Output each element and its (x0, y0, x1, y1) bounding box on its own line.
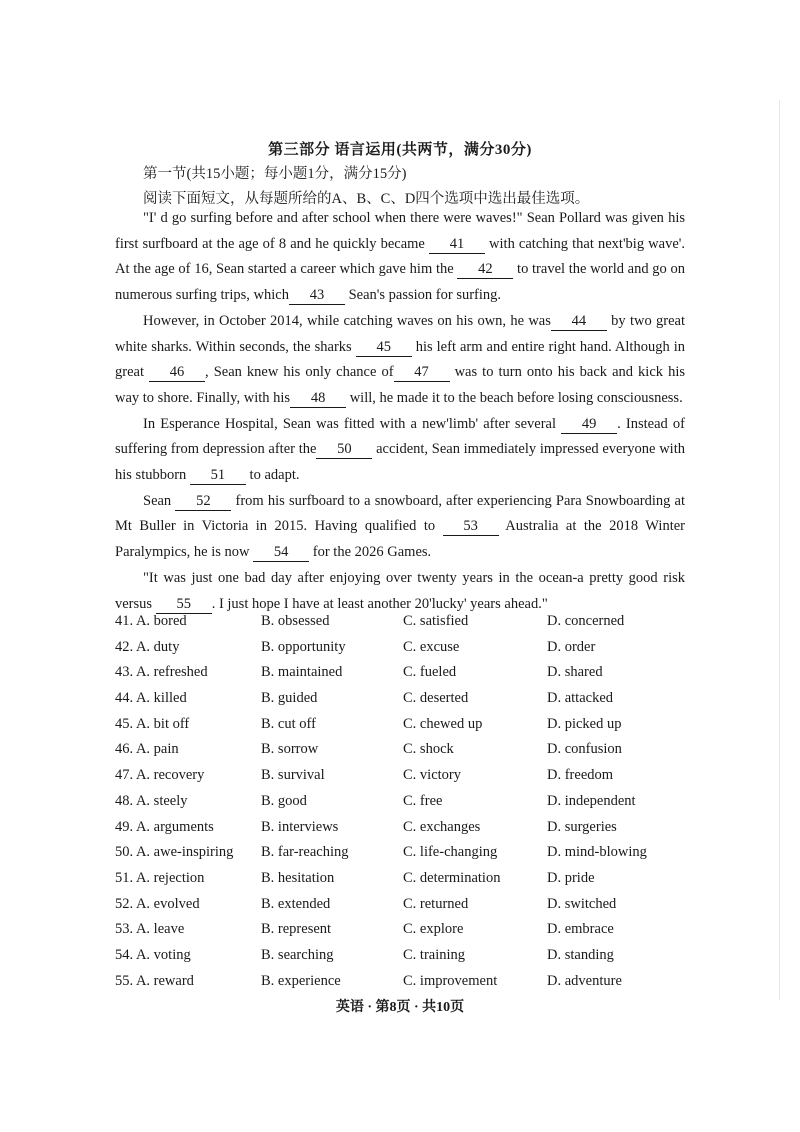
passage-text: by two great white sharks. Within seconds, the sharks (115, 312, 685, 355)
option-d: D. switched (547, 895, 617, 912)
option-a: 51. A. rejection (115, 869, 205, 886)
passage-text: Sean's passion for surfing. (344, 287, 502, 304)
passage-text: his left arm and entire right hand. Although in great (115, 338, 685, 381)
blank-51: 51 (190, 466, 246, 485)
option-b: B. sorrow (261, 741, 319, 758)
option-row (115, 840, 695, 866)
blank-42: 42 (457, 260, 513, 279)
option-b: B. cut off (261, 715, 316, 732)
option-c: C. exchanges (403, 818, 481, 835)
option-d: D. mind-blowing (547, 844, 647, 861)
option-d: D. pride (547, 869, 595, 886)
passage-text: , Sean knew his only chance of (205, 364, 394, 381)
option-c: C. chewed up (403, 715, 483, 732)
option-d: D. order (547, 638, 596, 655)
option-c: C. training (403, 946, 466, 963)
option-d: D. shared (547, 664, 603, 681)
blank-55: 55 (156, 595, 212, 614)
option-row (115, 969, 695, 995)
passage-text: from his surfboard to a snowboard, after experiencing Para Snowboarding at Mt Buller in Victoria in 2015. Having qualified to (115, 492, 686, 535)
option-b: B. searching (261, 946, 334, 963)
blank-52: 52 (175, 492, 231, 511)
option-c: C. improvement (403, 972, 498, 989)
option-c: C. explore (403, 921, 464, 938)
passage-text: for the 2026 Games. (309, 544, 432, 561)
instruction-text: 阅读下面短文，从每题所给的A、B、C、D四个选项中选出最佳选项。 (143, 191, 590, 207)
passage-paragraph-4 (115, 489, 685, 566)
option-row (115, 917, 695, 943)
passage-text: will, he made it to the beach before losing consciousness. (346, 389, 683, 406)
option-row (115, 686, 695, 712)
option-d: D. standing (547, 946, 614, 963)
passage-text: In Esperance Hospital, Sean was fitted with a new'limb' after several (143, 415, 562, 432)
option-b: B. opportunity (261, 638, 346, 655)
option-b: B. represent (261, 921, 332, 938)
blank-45: 45 (356, 338, 412, 357)
passage-text: "I' d go surfing before and after school when there were waves!" Sean Pollard was given his first surfboard at the age of 8 and he quickly became (115, 210, 685, 252)
option-c: C. victory (403, 767, 461, 784)
blank-49: 49 (561, 415, 617, 434)
option-b: B. maintained (261, 664, 343, 681)
passage-text: with catching that next'big wave'. At the age of 16, Sean started a career which gave him the (115, 235, 686, 278)
passage-text: . Instead of suffering from depression after the (115, 415, 686, 458)
option-c: C. returned (403, 895, 469, 912)
passage-text: However, in October 2014, while catching waves on his own, he was (143, 312, 551, 329)
blank-50: 50 (316, 440, 372, 459)
option-row (115, 609, 695, 635)
option-b: B. guided (261, 690, 318, 707)
page-footer: 英语 · 第8页 · 共10页 (335, 1000, 465, 1015)
cloze-passage (115, 206, 685, 617)
passage-text: Australia at the 2018 Winter Paralympics, he is now (115, 518, 685, 561)
passage-paragraph-2 (115, 309, 685, 412)
option-c: C. deserted (403, 690, 469, 707)
option-c: C. shock (403, 741, 454, 758)
blank-44: 44 (551, 312, 607, 331)
option-a: 47. A. recovery (115, 767, 205, 784)
option-d: D. picked up (547, 715, 622, 732)
option-a: 41. A. bored (115, 613, 187, 629)
option-d: D. adventure (547, 972, 622, 989)
passage-text: to adapt. (245, 467, 300, 484)
option-a: 46. A. pain (115, 741, 179, 758)
option-a: 42. A. duty (115, 638, 180, 655)
option-b: B. good (261, 792, 307, 809)
option-d: D. surgeries (547, 818, 617, 835)
option-row (115, 737, 695, 763)
option-b: B. survival (261, 767, 325, 784)
blank-53: 53 (443, 517, 499, 536)
option-a: 43. A. refreshed (115, 664, 208, 681)
option-row (115, 635, 695, 661)
option-c: C. life-changing (403, 844, 498, 861)
option-row (115, 866, 695, 892)
option-b: B. far-reaching (261, 844, 349, 861)
option-d: D. embrace (547, 921, 614, 938)
passage-text: accident, Sean immediately impressed everyone with his stubborn (115, 441, 685, 484)
option-b: B. hesitation (261, 869, 335, 886)
option-row (115, 660, 695, 686)
option-a: 54. A. voting (115, 946, 191, 963)
section-heading: 第一节(共15小题；每小题1分，满分15分) (143, 166, 407, 182)
blank-48: 48 (290, 389, 346, 408)
option-c: C. excuse (403, 638, 460, 655)
option-a: 52. A. evolved (115, 895, 200, 912)
option-a: 53. A. leave (115, 921, 185, 938)
passage-text: Sean (143, 492, 176, 509)
option-row (115, 892, 695, 918)
option-row (115, 763, 695, 789)
option-c: C. free (403, 792, 443, 809)
passage-text: to travel the world and go on numerous surfing trips, which (115, 261, 686, 304)
option-b: B. extended (261, 895, 331, 912)
option-a: 44. A. killed (115, 690, 187, 707)
option-c: C. determination (403, 869, 501, 886)
part-title: 第三部分 语言运用(共两节，满分30分) (268, 142, 532, 158)
passage-text: "It was just one bad day after enjoying over twenty years in the ocean-a pretty good risk versus (115, 569, 685, 612)
option-b: B. obsessed (261, 613, 330, 629)
option-d: D. independent (547, 792, 636, 809)
blank-41: 41 (429, 235, 485, 254)
passage-text: . I just hope I have at least another 20'lucky' years ahead." (211, 595, 548, 612)
option-a: 55. A. reward (115, 972, 194, 989)
option-d: D. freedom (547, 767, 614, 784)
option-a: 48. A. steely (115, 792, 188, 809)
option-b: B. interviews (261, 818, 339, 835)
option-row (115, 712, 695, 738)
option-row (115, 943, 695, 969)
passage-text: was to turn onto his back and kick his way to shore. Finally, with his (115, 364, 685, 406)
option-c: C. satisfied (403, 613, 469, 629)
blank-47: 47 (394, 363, 450, 382)
option-d: D. concerned (547, 613, 625, 629)
option-a: 45. A. bit off (115, 715, 190, 732)
passage-paragraph-3 (115, 412, 685, 489)
blank-43: 43 (289, 286, 345, 305)
option-b: B. experience (261, 972, 341, 989)
scan-edge-line (779, 100, 780, 1000)
passage-paragraph-1 (115, 206, 685, 309)
option-row (115, 815, 695, 841)
answer-options (115, 609, 695, 994)
option-d: D. attacked (547, 690, 614, 707)
option-row (115, 789, 695, 815)
blank-54: 54 (253, 543, 309, 562)
option-a: 50. A. awe-inspiring (115, 844, 234, 861)
option-a: 49. A. arguments (115, 818, 214, 835)
option-d: D. confusion (547, 741, 622, 758)
option-c: C. fueled (403, 664, 457, 681)
blank-46: 46 (149, 363, 205, 382)
